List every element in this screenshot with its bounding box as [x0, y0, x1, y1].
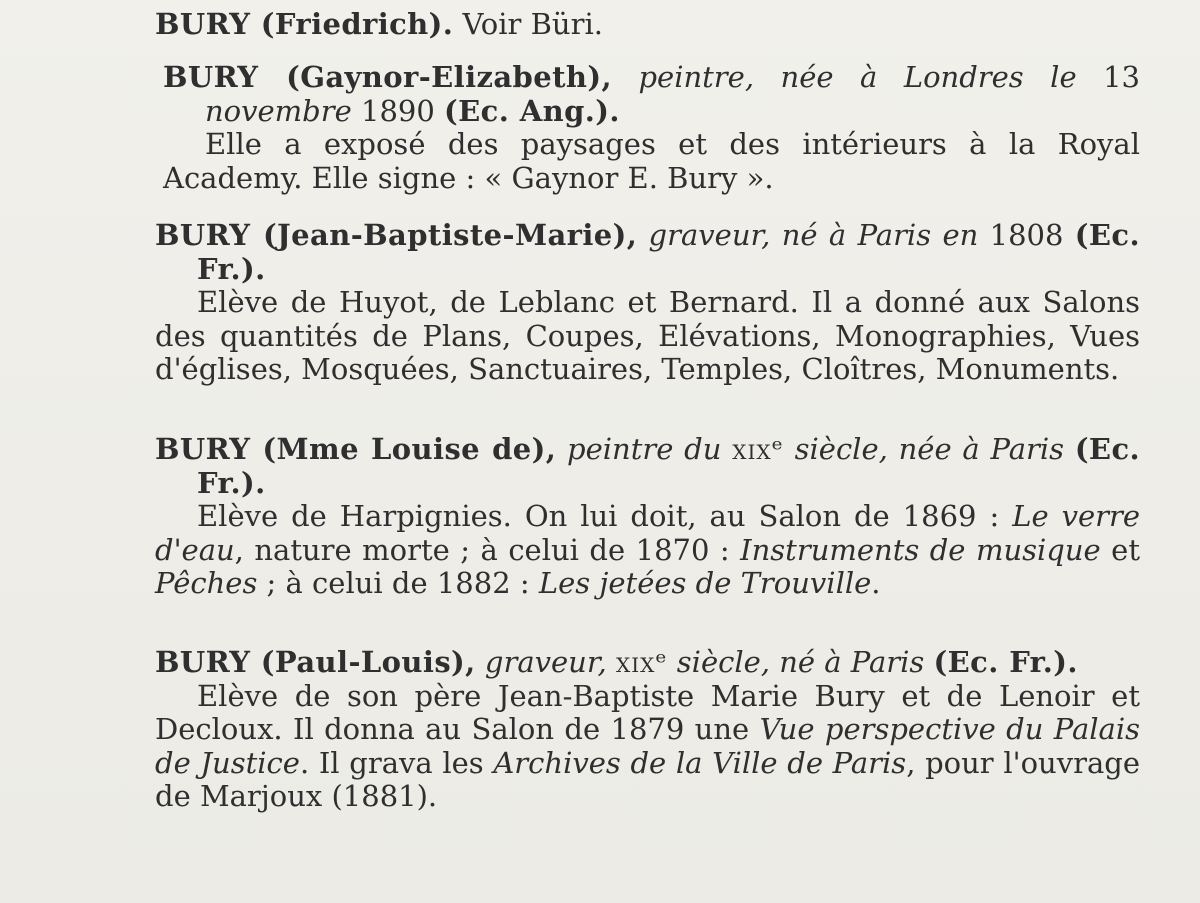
artwork-title: Instruments de musique [740, 532, 1101, 567]
body-text: . [871, 566, 881, 601]
entry-body [155, 680, 1140, 814]
body-text: . Il grava les [299, 745, 494, 780]
entry-bury-friedrich [155, 8, 1140, 42]
entry-name: BURY (Mme Louise de), [155, 432, 557, 466]
body-text: Elève de son père Jean-Baptiste Marie Bury et de Lenoir et Decloux. Il donna au Salon de 1879 une [155, 678, 1140, 747]
entry-name: BURY (Gaynor-Elizabeth), [163, 60, 612, 94]
artwork-title: Vue perspective du Palais de Justice [155, 712, 1140, 780]
entry-month: novembre [205, 93, 352, 128]
entry-school: (Ec. Ang.). [444, 93, 620, 128]
entry-body: Elève de Huyot, de Leblanc et Bernard. Il a donné aux Salons des quantités de Plans, Coupes, Elévations, Monographies, Vues d'églises, Mosquées, Sanctuaires, Temples, Cloîtres, Monuments. [155, 285, 1140, 387]
entry-role: siècle, né à Paris [667, 645, 934, 679]
entry-school: (Ec. Fr.). [197, 432, 1140, 500]
entry-body [155, 500, 1140, 601]
entry-role: peintre du [556, 432, 733, 466]
entry-century: xixᵉ [732, 432, 784, 466]
entry-heading [155, 8, 1140, 42]
body-text: Elève de Harpignies. On lui doit, au Salon de 1869 : [197, 499, 1013, 534]
body-text: , nature morte ; à celui de 1870 : [234, 532, 741, 567]
body-text: , pour l'ouvrage de Marjoux (1881). [155, 745, 1140, 814]
body-text: ; à celui de 1882 : [257, 566, 539, 601]
entry-role: graveur, [475, 645, 616, 679]
entry-year: 1890 [351, 93, 445, 128]
entry-heading [155, 219, 1140, 286]
cross-reference: Voir Büri. [453, 7, 603, 41]
entry-body: Elle a exposé des paysages et des intérieurs à la Royal Academy. Elle signe : « Gaynor E. Bury ». [163, 127, 1140, 195]
entry-school: (Ec. Fr.). [933, 645, 1078, 679]
entry-bury-jean-baptiste-marie [155, 219, 1140, 387]
entry-year: 1808 [978, 218, 1075, 252]
entry-role: graveur, né à Paris en [637, 218, 979, 252]
body-text: et [1100, 532, 1140, 567]
artwork-title: Archives de la Ville de Paris [493, 745, 907, 780]
entry-role: siècle, née à Paris [783, 432, 1075, 466]
artwork-title: Pêches [155, 566, 258, 601]
artwork-title: Les jetées de Trouville [538, 566, 872, 601]
entry-date: 13 [1076, 60, 1141, 94]
entry-bury-paul-louis [155, 646, 1140, 814]
entry-name: BURY (Paul-Louis), [155, 645, 476, 679]
entry-role: peintre, née à Londres le [611, 60, 1077, 94]
entry-school: (Ec. Fr.). [197, 218, 1140, 286]
entry-heading [163, 61, 1140, 128]
entry-name: BURY (Jean-Baptiste-Marie), [155, 218, 638, 252]
entry-heading [155, 646, 1140, 680]
entry-bury-gaynor-elizabeth [163, 61, 1140, 195]
entry-heading [155, 433, 1140, 500]
entry-bury-louise [155, 433, 1140, 601]
entry-century: xixᵉ [615, 645, 668, 679]
artwork-title: Le verre d'eau [155, 499, 1140, 567]
entry-name: BURY (Friedrich). [155, 7, 454, 41]
